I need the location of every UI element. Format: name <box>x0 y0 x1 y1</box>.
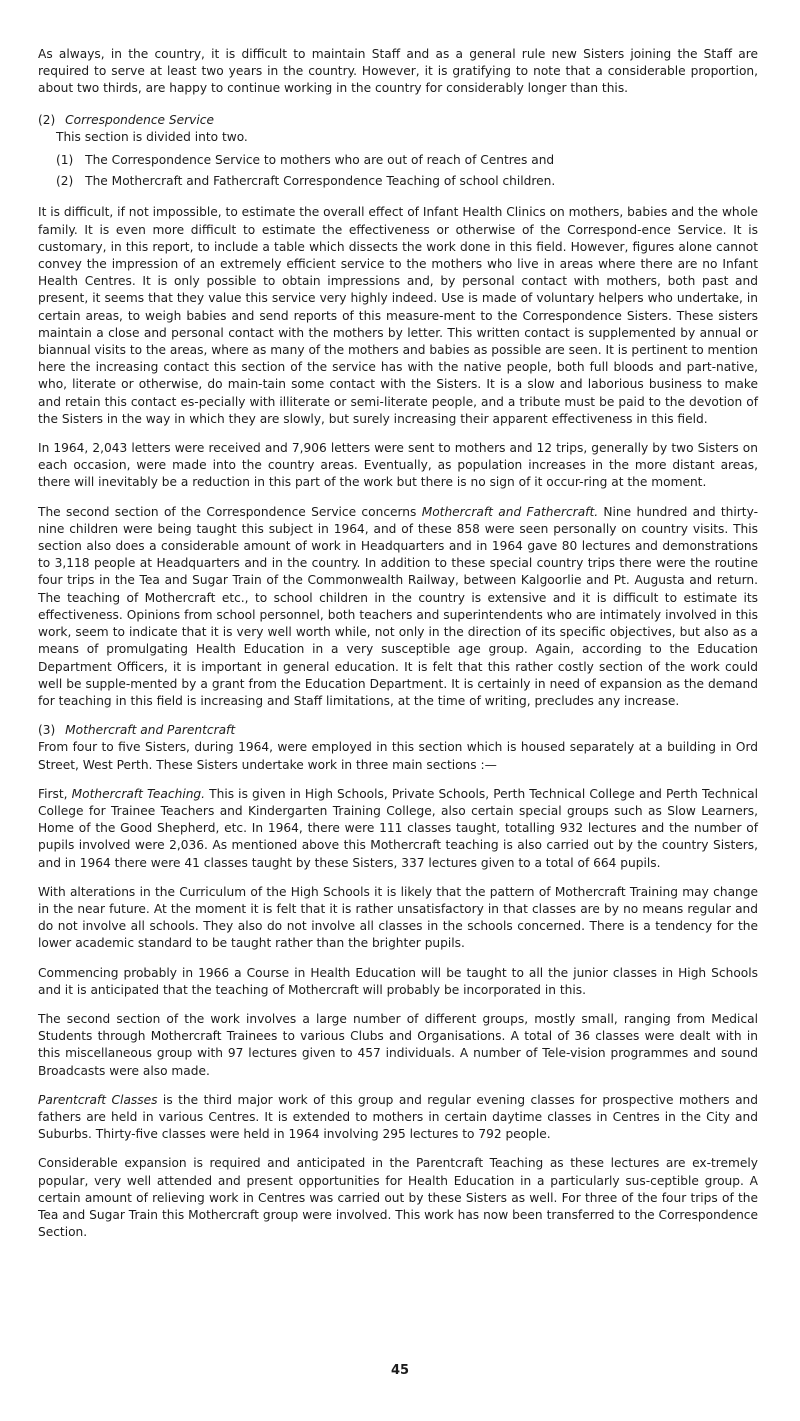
paragraph-correspondence-second-section <box>38 504 758 710</box>
paragraph-intro: As always, in the country, it is difficult to maintain Staff and as a general rule new Sisters joining the Staff are required to serve at least two years in the country. However, it is gratifying to note that a considerable proportion, about two thirds, are happy to continue working in the country for considerably longer than this. <box>38 47 758 96</box>
text-run: This is given in High Schools, Private Schools, Perth Technical College and Perth Technical College for Trainee Teachers and Kindergarten Training College, also certain special groups such as Slow Learners, Home of the Good Shepherd, etc. In 1964, there were 111 classes taught, totalling 932 lectures and the number of pupils involved were 2,036. As mentioned above this Mothercraft teaching is also carried out by the country Sisters, and in 1964 there were 41 classes taught by these Sisters, 337 lectures given to a total of 664 pupils. <box>38 786 758 870</box>
emphasis-text: Mothercraft and Fathercraft. <box>421 504 599 519</box>
section-title: Correspondence Service <box>65 112 214 127</box>
section-correspondence-service <box>38 112 758 711</box>
list-item <box>56 152 758 169</box>
emphasis-text: Parentcraft Classes <box>38 1092 158 1107</box>
text-run: is the third major work of this group and regular evening classes for prospective mothers and fathers are held in various Centres. It is extended to mothers in certain daytime classes in Centres in the City and Suburbs. Thirty-five classes were held in 1964 involving 295 lectures to 792 people. <box>38 1092 759 1142</box>
section-heading <box>38 112 758 129</box>
paragraph-parentcraft-expansion: Considerable expansion is required and anticipated in the Parentcraft Teaching as these lectures are ex-tremely popular, very well attended and present opportunities for Health Education in a particularly sus-ceptible group. A certain amount of relieving work in Centres was carried out by these Sisters as well. For three of the four trips of the Tea and Sugar Train this Mothercraft group were involved. This work has now been transferred to the Correspondence Section. <box>38 1156 758 1240</box>
paragraph-mothercraft-curriculum: With alterations in the Curriculum of the High Schools it is likely that the pattern of Mothercraft Training may change in the near future. At the moment it is felt that it is rather unsatisfactory in that classes are by no means regular and do not involve all schools. They also do not involve all classes in the schools concerned. There is a tendency for the lower academic standard to be taught rather than the brighter pupils. <box>38 884 758 951</box>
text-run: Nine hundred and thirty-nine children were being taught this subject in 1964, and of these 858 were seen personally on country visits. This section also does a considerable amount of work in Headquarters and in 1964 gave 80 lectures and demonstrations to 3,118 people at Headquarters and in the country. In addition to these special country trips there were the routine four trips in the Tea and Sugar Train of the Commonwealth Railway, between Kalgoorlie and Pt. Augusta and return. The teaching of Mothercraft etc., to school children in the country is extensive and it is difficult to estimate its effectiveness. Opinions from school personnel, both teachers and superintendents who are intimately involved in this work, seem to indicate that it is very well worth while, not only in the direction of its specific objectives, but also as a means of promulgating Health Education in a very susceptible age group. Again, according to the Education Department Officers, it is important in general education. It is felt that this rather costly section of the work could well be supple-mented by a grant from the Education Department. It is certainly in need of expansion as the demand for teaching in this field is increasing and Staff limitations, at the time of writing, precludes any increase. <box>38 504 758 708</box>
section-number: (2) <box>38 112 56 127</box>
paragraph-mothercraft-intro: From four to five Sisters, during 1964, were employed in this section which is housed separately at a building in Ord Street, West Perth. These Sisters undertake work in three main sections :— <box>38 740 758 772</box>
section-title: Mothercraft and Parentcraft <box>65 723 236 738</box>
paragraph-mothercraft-1966: Commencing probably in 1966 a Course in Health Education will be taught to all the junior classes in High Schools and it is anticipated that the teaching of Mothercraft will probably be incorporated in this. <box>38 965 758 997</box>
text-run: First, <box>38 786 72 801</box>
list-item-number: (1) <box>56 153 74 168</box>
paragraph-correspondence-effect: It is difficult, if not impossible, to estimate the overall effect of Infant Health Clinics on mothers, babies and the whole family. It is even more difficult to estimate the effectiveness or otherwise of the Correspond-ence Service. It is customary, in this report, to include a table which dissects the work done in this field. However, figures alone cannot convey the impression of an extremely efficient service to the mothers who live in areas where there are no Infant Health Centres. It is only possible to obtain impressions and, by personal contact with mothers, both past and present, it seems that they value this service very highly indeed. Use is made of voluntary helpers who undertake, in certain areas, to weigh babies and send reports of this measure-ment to the Correspondence Sisters. These sisters maintain a close and personal contact with the mothers by letter. This written contact is supplemented by annual or biannual visits to the areas, where as many of the mothers and babies as possible are seen. It is pertinent to mention here the increasing contact this section of the service has with the native people, both full bloods and part-native, who, literate or otherwise, do main-tain some contact with the Sisters. It is a slow and laborious business to make and retain this contact es-pecially with illiterate or semi-literate people, and a tribute must be paid to the devotion of the Sisters in the way in which they are slowly, but surely increasing their apparent effectiveness in this field. <box>38 205 758 426</box>
paragraph-correspondence-1964: In 1964, 2,043 letters were received and 7,906 letters were sent to mothers and 12 trips, generally by two Sisters on each occasion, were made into the country areas. Eventually, as population increases in the more distant areas, there will inevitably be a reduction in this part of the work but there is no sign of it occur-ring at the moment. <box>38 441 758 490</box>
list-item-text: The Correspondence Service to mothers who are out of reach of Centres and <box>85 153 555 168</box>
section-intro: This section is divided into two. <box>56 129 248 144</box>
paragraph-mothercraft-second: The second section of the work involves a large number of different groups, mostly small, ranging from Medical Students through Mothercraft Trainees to various Clubs and Organisations. A total of 36 classes were dealt with in this miscellaneous group with 97 lectures given to 457 individuals. A number of Tele-vision programmes and sound Broadcasts were also made. <box>38 1011 758 1078</box>
list-item-text: The Mothercraft and Fathercraft Correspondence Teaching of school children. <box>85 174 556 189</box>
section-mothercraft-parentcraft <box>38 722 758 1241</box>
text-run: The second section of the Correspondence Service concerns <box>38 504 422 519</box>
paragraph-mothercraft-first <box>38 786 758 872</box>
page-number: 45 <box>390 1363 410 1378</box>
paragraph-parentcraft-classes <box>38 1092 758 1144</box>
emphasis-text: Mothercraft Teaching. <box>71 786 206 801</box>
list-item-number: (2) <box>56 174 74 189</box>
section-heading <box>38 722 758 739</box>
list-item <box>56 173 758 190</box>
section-number: (3) <box>38 723 56 738</box>
